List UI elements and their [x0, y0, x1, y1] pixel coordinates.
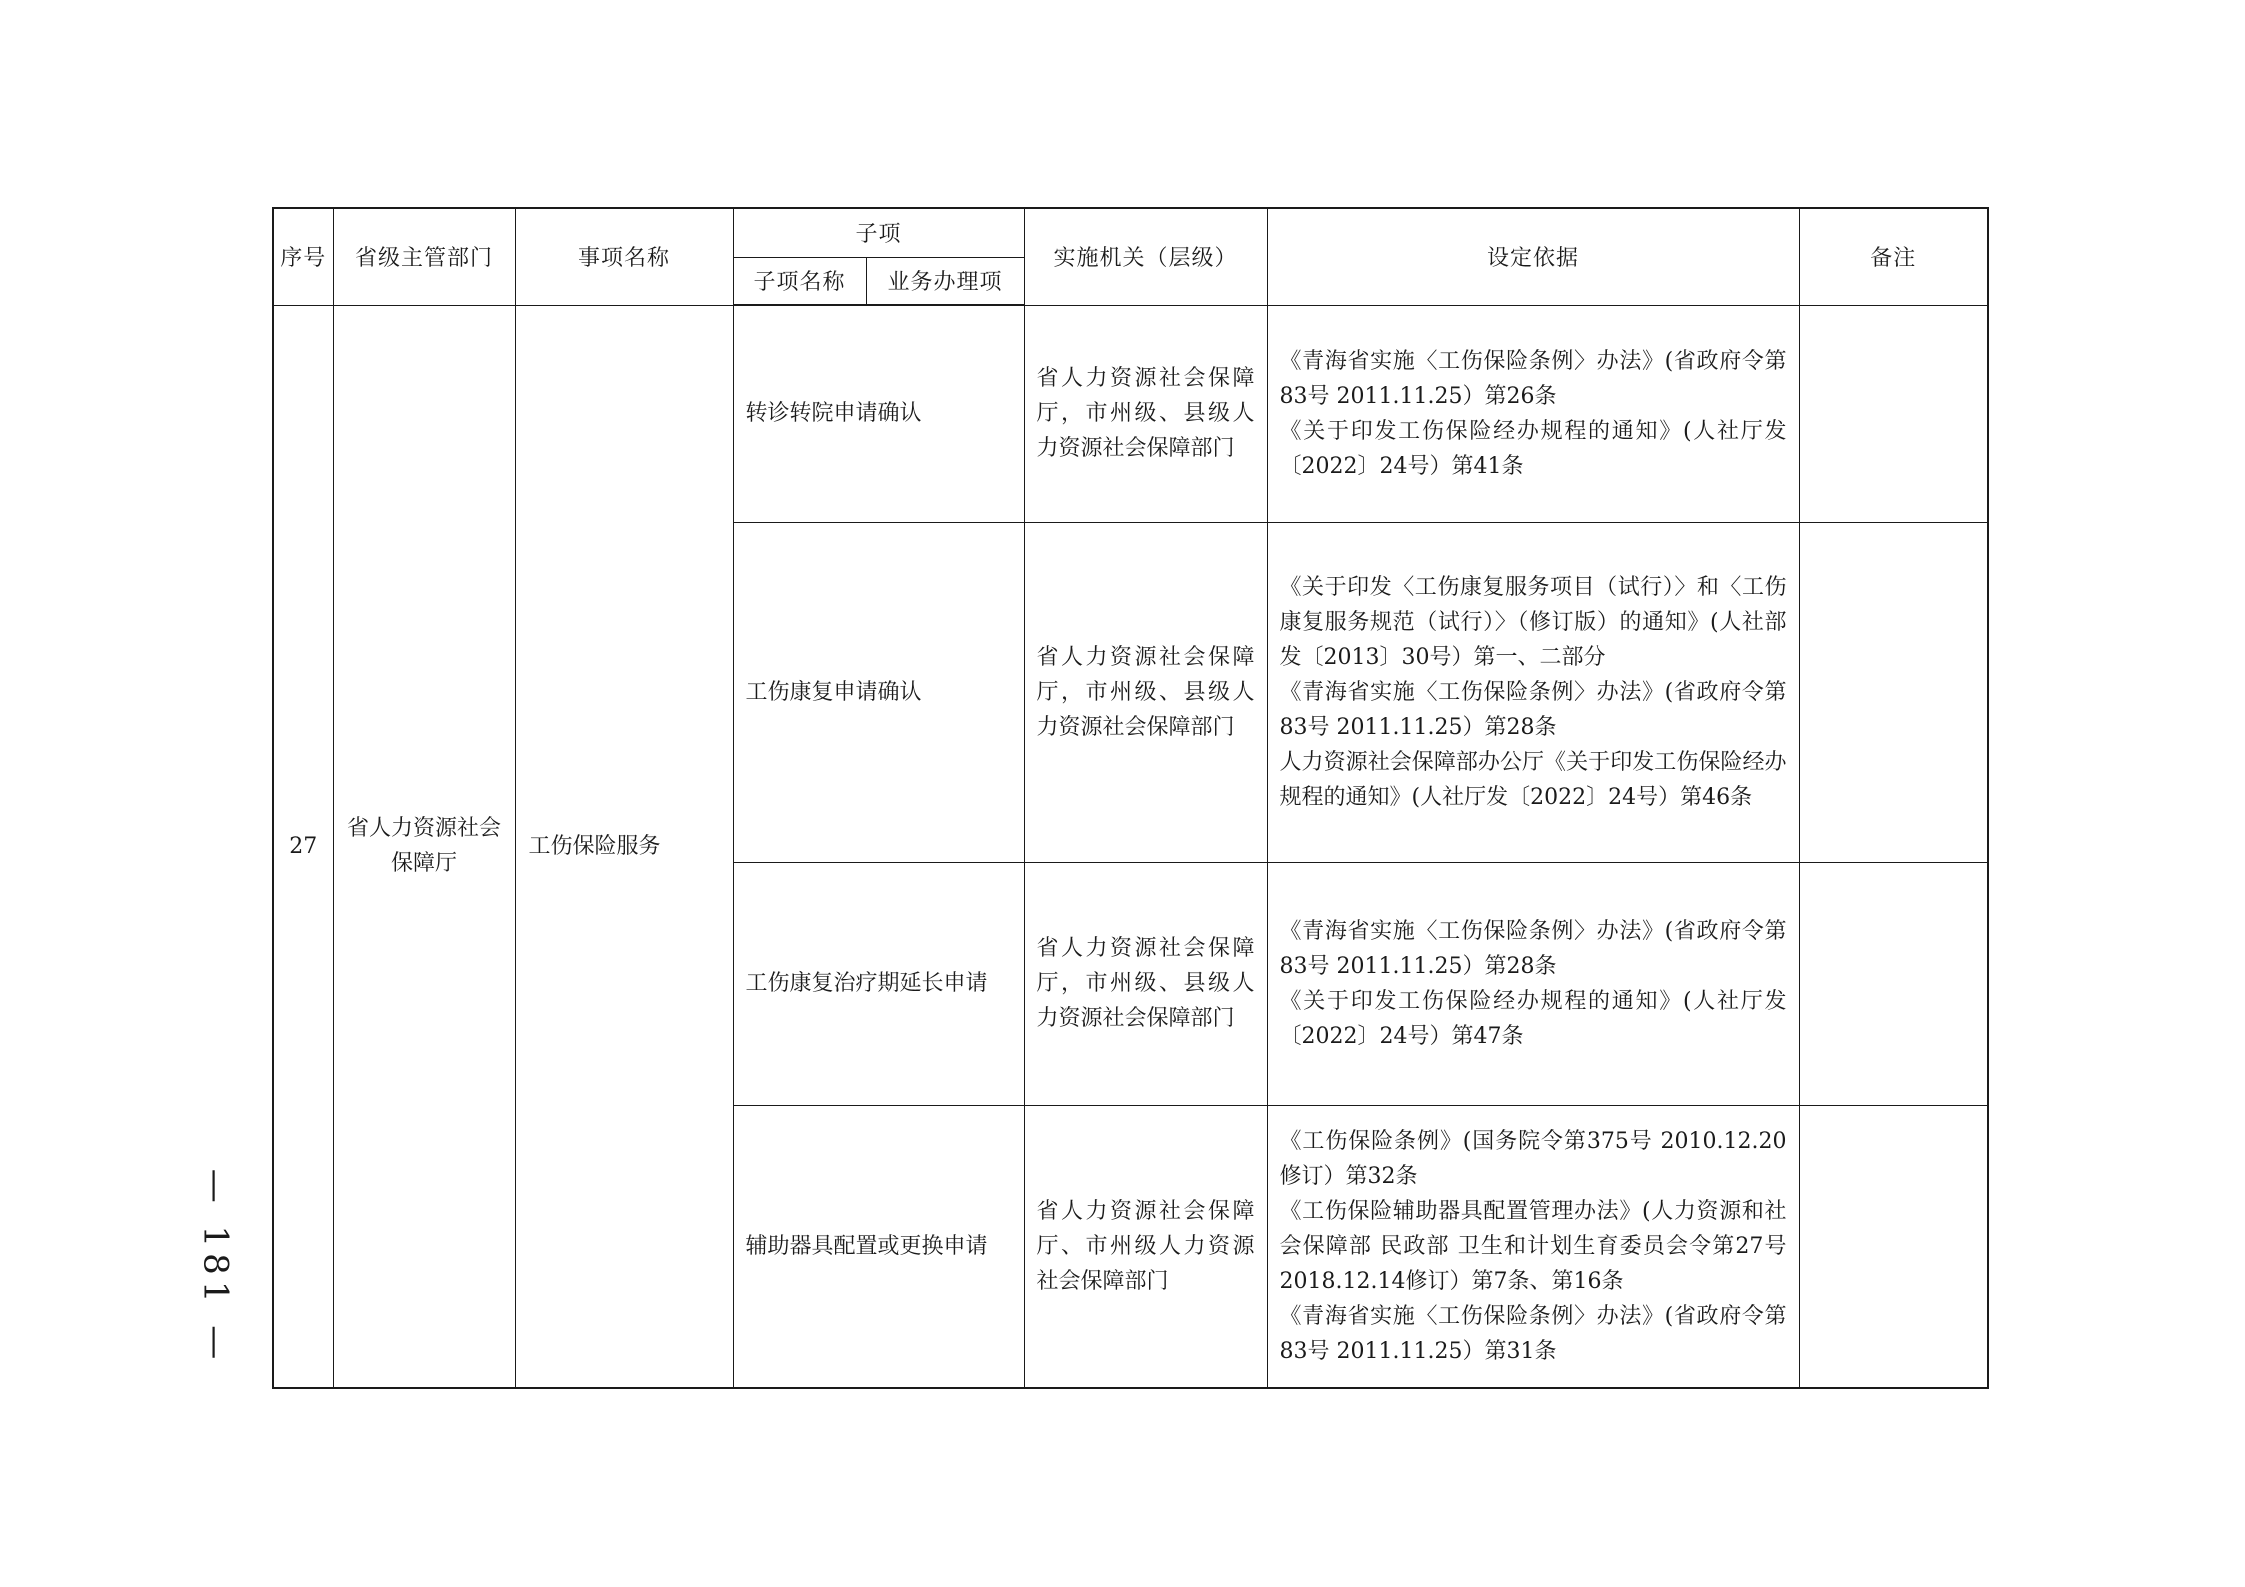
cell-basis [1267, 1105, 1799, 1388]
basis-line: 《青海省实施〈工伤保险条例〉办法》(省政府令第83号 2011.11.25）第31条 [1279, 1303, 1787, 1364]
header-subitem-name: 子项名称 [733, 257, 866, 305]
cell-agency [1024, 522, 1267, 862]
basis-line: 《青海省实施〈工伤保险条例〉办法》(省政府令第83号 2011.11.25）第26条 [1279, 348, 1787, 409]
dept-text: 省人力资源社会保障厅 [346, 816, 501, 877]
cell-basis [1267, 305, 1799, 522]
service-items-table [272, 207, 1989, 1389]
agency-text: 省人力资源社会保障厅、市州级人力资源社会保障部门 [1036, 1198, 1255, 1294]
header-dept: 省级主管部门 [333, 208, 515, 305]
agency-text: 省人力资源社会保障厅，市州级、县级人力资源社会保障部门 [1036, 644, 1255, 740]
table-row [273, 305, 1988, 522]
subitem-text: 工伤康复申请确认 [745, 679, 922, 705]
header-notes: 备注 [1799, 208, 1988, 305]
basis-line: 《关于印发工伤保险经办规程的通知》(人社厅发〔2022〕24号）第47条 [1279, 988, 1787, 1049]
cell-seq: 27 [273, 305, 333, 1388]
cell-subitem [733, 1105, 1024, 1388]
header-basis: 设定依据 [1267, 208, 1799, 305]
basis-line: 《关于印发工伤保险经办规程的通知》(人社厅发〔2022〕24号）第41条 [1279, 418, 1787, 479]
cell-basis [1267, 862, 1799, 1105]
cell-subitem [733, 862, 1024, 1105]
cell-note [1799, 862, 1988, 1105]
basis-line: 《关于印发〈工伤康复服务项目（试行）〉和〈工伤康复服务规范（试行）〉（修订版）的通知》(人社部发〔2013〕30号）第一、二部分 [1279, 574, 1787, 670]
page-number [180, 1168, 250, 1366]
cell-subitem [733, 305, 1024, 522]
cell-note [1799, 305, 1988, 522]
cell-dept [333, 305, 515, 1388]
subitem-text: 转诊转院申请确认 [745, 401, 922, 427]
header-agency: 实施机关（层级） [1024, 208, 1267, 305]
cell-agency [1024, 862, 1267, 1105]
header-business-item: 业务办理项 [866, 257, 1024, 305]
header-seq: 序号 [273, 208, 333, 305]
page-number-text: — 181 — [195, 1168, 236, 1366]
basis-line: 人力资源社会保障部办公厅《关于印发工伤保险经办规程的通知》(人社厅发〔2022〕24号）第46条 [1279, 749, 1787, 810]
agency-text: 省人力资源社会保障厅，市州级、县级人力资源社会保障部门 [1036, 936, 1255, 1031]
cell-agency [1024, 305, 1267, 522]
agency-text: 省人力资源社会保障厅，市州级、县级人力资源社会保障部门 [1036, 366, 1255, 461]
cell-subitem [733, 522, 1024, 862]
subitem-text: 工伤康复治疗期延长申请 [745, 971, 988, 996]
cell-agency [1024, 1105, 1267, 1388]
basis-line: 《工伤保险条例》(国务院令第375号 2010.12.20修订）第32条 [1279, 1128, 1787, 1189]
cell-note [1799, 1105, 1988, 1388]
header-item-name: 事项名称 [515, 208, 733, 305]
subitem-text: 辅助器具配置或更换申请 [745, 1233, 988, 1259]
header-subitem-group: 子项 [733, 208, 1024, 257]
cell-basis [1267, 522, 1799, 862]
basis-line: 《工伤保险辅助器具配置管理办法》(人力资源和社会保障部 民政部 卫生和计划生育委员会令第27号 2018.12.14修订）第7条、第16条 [1279, 1198, 1787, 1294]
cell-note [1799, 522, 1988, 862]
basis-line: 《青海省实施〈工伤保险条例〉办法》(省政府令第83号 2011.11.25）第28条 [1279, 918, 1787, 979]
cell-item-name: 工伤保险服务 [515, 305, 733, 1388]
basis-line: 《青海省实施〈工伤保险条例〉办法》(省政府令第83号 2011.11.25）第28条 [1279, 679, 1787, 740]
